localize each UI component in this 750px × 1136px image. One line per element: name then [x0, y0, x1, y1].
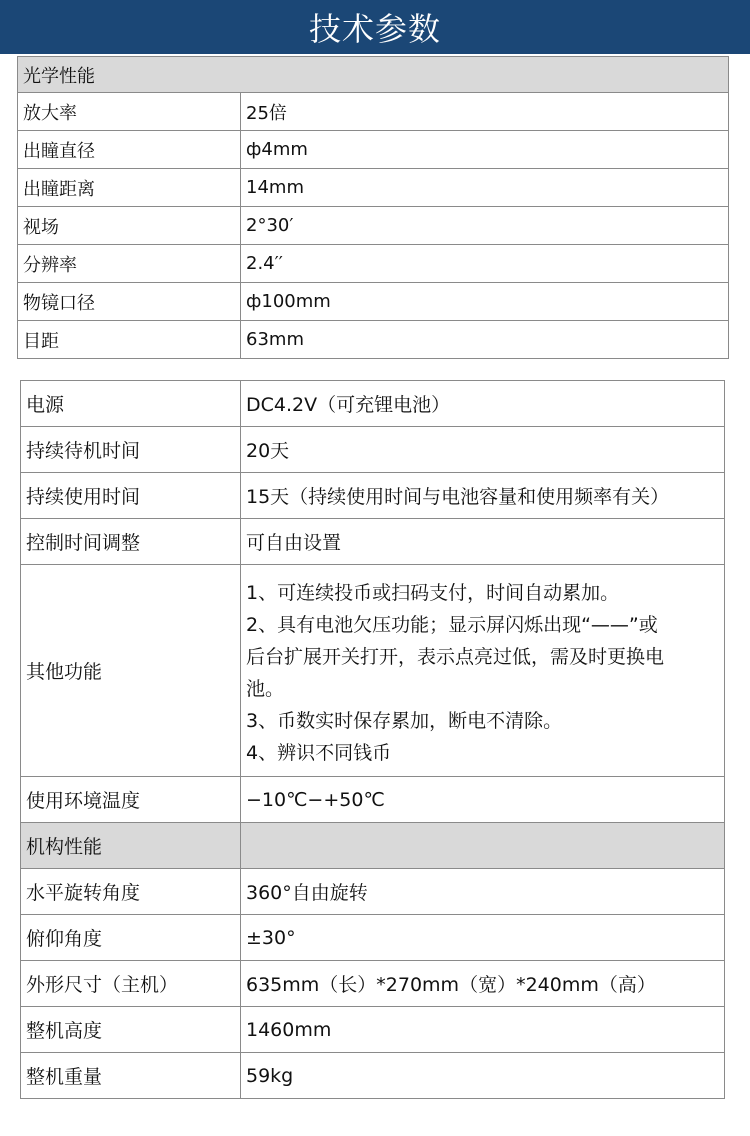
table-row — [18, 283, 729, 321]
spec-value: 1460mm — [241, 1007, 725, 1053]
spec-value: DC4.2V（可充锂电池） — [241, 381, 725, 427]
spec-value: 59kg — [241, 1053, 725, 1099]
table-row-other-functions — [21, 565, 725, 777]
spec-value: 15天（持续使用时间与电池容量和使用频率有关） — [241, 473, 725, 519]
spec-value: 2.4′′ — [241, 245, 729, 283]
function-line: 4、辨识不同钱币 — [246, 741, 392, 764]
spec-label: 出瞳距离 — [18, 169, 241, 207]
spec-label: 其他功能 — [21, 565, 241, 777]
section-row-mechanical — [21, 823, 725, 869]
spec-label: 放大率 — [18, 93, 241, 131]
spec-value: 20天 — [241, 427, 725, 473]
table-row — [21, 1007, 725, 1053]
spec-label: 水平旋转角度 — [21, 869, 241, 915]
table-row — [18, 321, 729, 359]
spec-label: 电源 — [21, 381, 241, 427]
other-functions-list — [241, 565, 725, 777]
electrical-mechanical-specs-table — [20, 380, 725, 1099]
spec-value: 63mm — [241, 321, 729, 359]
optical-specs-table — [17, 56, 729, 359]
section-title-mechanical: 机构性能 — [21, 823, 241, 869]
function-line: 2、具有电池欠压功能；显示屏闪烁出现“——”或 — [246, 613, 658, 636]
page-title: 技术参数 — [308, 10, 441, 48]
section-row-optical — [18, 57, 729, 93]
table-row — [21, 519, 725, 565]
spec-value: −10℃−+50℃ — [241, 777, 725, 823]
spec-value: ф100mm — [241, 283, 729, 321]
table-row — [18, 207, 729, 245]
table-row — [21, 427, 725, 473]
table-row — [21, 869, 725, 915]
function-line: 1、可连续投币或扫码支付，时间自动累加。 — [246, 581, 620, 604]
table-row — [21, 777, 725, 823]
table-row — [21, 473, 725, 519]
spec-label: 出瞳直径 — [18, 131, 241, 169]
spec-label: 整机高度 — [21, 1007, 241, 1053]
spec-value: ±30° — [241, 915, 725, 961]
spec-label: 外形尺寸（主机） — [21, 961, 241, 1007]
section-title-optical: 光学性能 — [18, 57, 729, 93]
spec-label: 视场 — [18, 207, 241, 245]
table-row — [21, 915, 725, 961]
table-row — [21, 1053, 725, 1099]
spec-value: ф4mm — [241, 131, 729, 169]
table-row — [18, 131, 729, 169]
header-banner — [0, 0, 750, 54]
spec-label: 目距 — [18, 321, 241, 359]
spec-value: 360°自由旋转 — [241, 869, 725, 915]
spec-label: 持续待机时间 — [21, 427, 241, 473]
spec-value: 可自由设置 — [241, 519, 725, 565]
table-row — [21, 961, 725, 1007]
spec-label: 控制时间调整 — [21, 519, 241, 565]
table-row — [18, 245, 729, 283]
table-row — [18, 93, 729, 131]
table-row — [18, 169, 729, 207]
spec-value: 25倍 — [241, 93, 729, 131]
function-line: 池。 — [246, 677, 285, 700]
table-row — [21, 381, 725, 427]
spec-label: 使用环境温度 — [21, 777, 241, 823]
spec-value: 635mm（长）*270mm（宽）*240mm（高） — [241, 961, 725, 1007]
spec-label: 分辨率 — [18, 245, 241, 283]
section-empty-cell — [241, 823, 725, 869]
spec-label: 俯仰角度 — [21, 915, 241, 961]
spec-value: 14mm — [241, 169, 729, 207]
spec-label: 物镜口径 — [18, 283, 241, 321]
function-line: 3、币数实时保存累加，断电不清除。 — [246, 709, 563, 732]
spec-label: 持续使用时间 — [21, 473, 241, 519]
spec-value: 2°30′ — [241, 207, 729, 245]
function-line: 后台扩展开关打开，表示点亮过低，需及时更换电 — [246, 645, 665, 668]
spec-label: 整机重量 — [21, 1053, 241, 1099]
